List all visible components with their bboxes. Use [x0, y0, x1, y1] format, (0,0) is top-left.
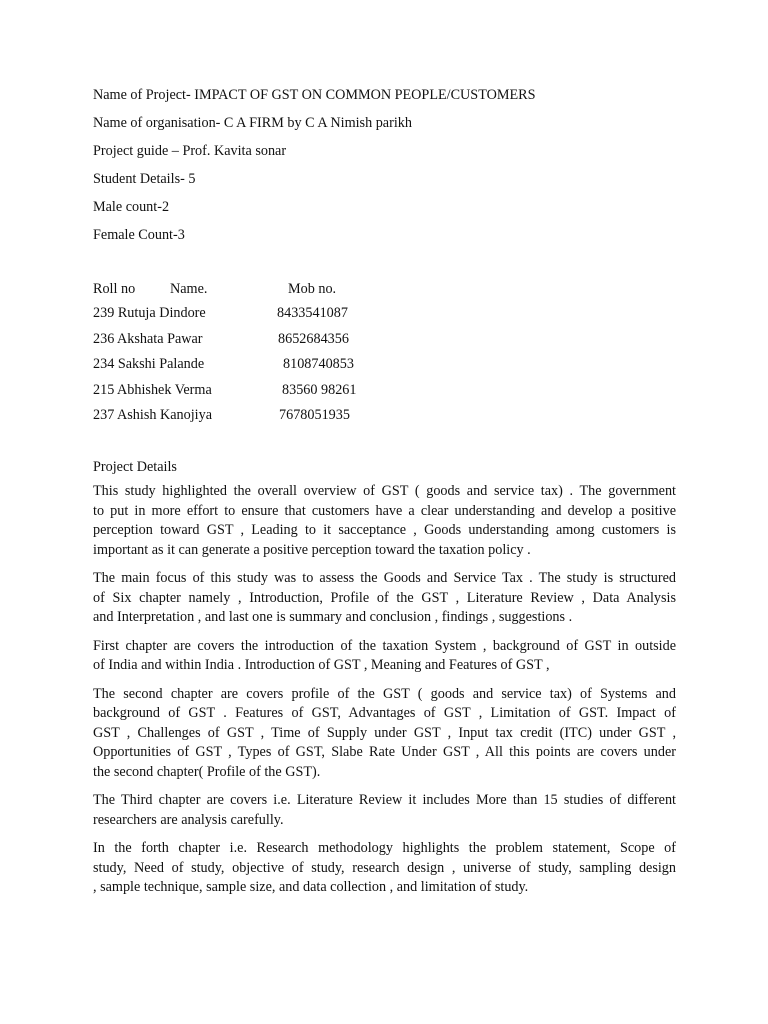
text-line: study, Need of study, objective of study, research design , universe of study, sampling design	[93, 859, 676, 876]
project-name: Name of Project- IMPACT OF GST ON COMMON PEOPLE/CUSTOMERS	[93, 87, 536, 103]
text-line: the second chapter( Profile of the GST).	[93, 763, 321, 780]
mob-no-header: Mob no.	[288, 281, 337, 297]
paragraph	[93, 637, 676, 676]
student-entry: 215 Abhishek Verma	[93, 381, 212, 398]
text-line: Opportunities of GST , Types of GST, Slabe Rate Under GST , All this points are covers under	[93, 744, 676, 760]
paragraph	[93, 569, 676, 628]
project-details-body	[93, 482, 676, 898]
text-line: background of GST . Features of GST, Advantages of GST , Limitation of GST. Impact of	[93, 705, 676, 721]
mobile-number: 83560 98261	[282, 381, 357, 398]
male-count: Male count-2	[93, 199, 170, 215]
name-header: Name.	[170, 281, 208, 297]
roster-header	[93, 280, 676, 298]
document-page	[93, 86, 676, 907]
organisation-name: Name of organisation- C A FIRM by C A Nimish parikh	[93, 115, 412, 131]
female-count: Female Count-3	[93, 227, 185, 243]
student-entry: 236 Akshata Pawar	[93, 330, 203, 347]
paragraph	[93, 482, 676, 560]
project-guide: Project guide – Prof. Kavita sonar	[93, 143, 287, 159]
roster-list	[93, 304, 676, 424]
student-entry: 234 Sakshi Palande	[93, 356, 205, 372]
student-details: Student Details- 5	[93, 171, 196, 187]
paragraph	[93, 685, 676, 783]
student-entry: 237 Ashish Kanojiya	[93, 407, 213, 423]
mobile-number: 8433541087	[277, 305, 348, 321]
text-line: researchers are analysis carefully.	[93, 811, 284, 828]
text-line: In the forth chapter i.e. Research methodology highlights the problem statement, Scope of	[93, 840, 676, 856]
text-line: First chapter are covers the introduction of the taxation System , background of GST in outside	[93, 637, 676, 654]
text-line: of India and within India . Introduction of GST , Meaning and Features of GST ,	[93, 657, 550, 673]
text-line: The main focus of this study was to assess the Goods and Service Tax . The study is structured	[93, 570, 676, 586]
text-line: important as it can generate a positive perception toward the taxation policy .	[93, 541, 531, 558]
paragraph	[93, 839, 676, 898]
roll-no-header: Roll no	[93, 281, 136, 297]
text-line: The second chapter are covers profile of the GST ( goods and service tax) of Systems and	[93, 685, 676, 702]
text-line: This study highlighted the overall overview of GST ( goods and service tax) . The government	[93, 483, 676, 499]
mobile-number: 8652684356	[278, 330, 349, 347]
paragraph	[93, 791, 676, 830]
mobile-number: 7678051935	[279, 407, 350, 423]
text-line: , sample technique, sample size, and data collection , and limitation of study.	[93, 879, 529, 895]
text-line: The Third chapter are covers i.e. Literature Review it includes More than 15 studies of different	[93, 792, 676, 808]
text-line: perception toward GST , Leading to it sacceptance , Goods understanding among customers is	[93, 522, 676, 538]
text-line: and Interpretation , and last one is summary and conclusion , findings , suggestions .	[93, 609, 573, 625]
text-line: GST , Challenges of GST , Time of Supply under GST , Input tax credit (ITC) under GST ,	[93, 724, 676, 741]
roster-row	[93, 330, 676, 348]
roster-row	[93, 381, 676, 399]
roster-row	[93, 406, 676, 424]
text-line: to put in more effort to ensure that customers have a clear understanding and develop a positive	[93, 502, 676, 519]
student-entry: 239 Rutuja Dindore	[93, 305, 206, 321]
text-line: of Six chapter namely , Introduction, Profile of the GST , Literature Review , Data Analysis	[93, 589, 676, 606]
project-details-heading: Project Details	[93, 459, 177, 475]
project-header	[93, 86, 676, 244]
roster-row	[93, 304, 676, 322]
mobile-number: 8108740853	[283, 356, 354, 372]
roster-row	[93, 355, 676, 373]
